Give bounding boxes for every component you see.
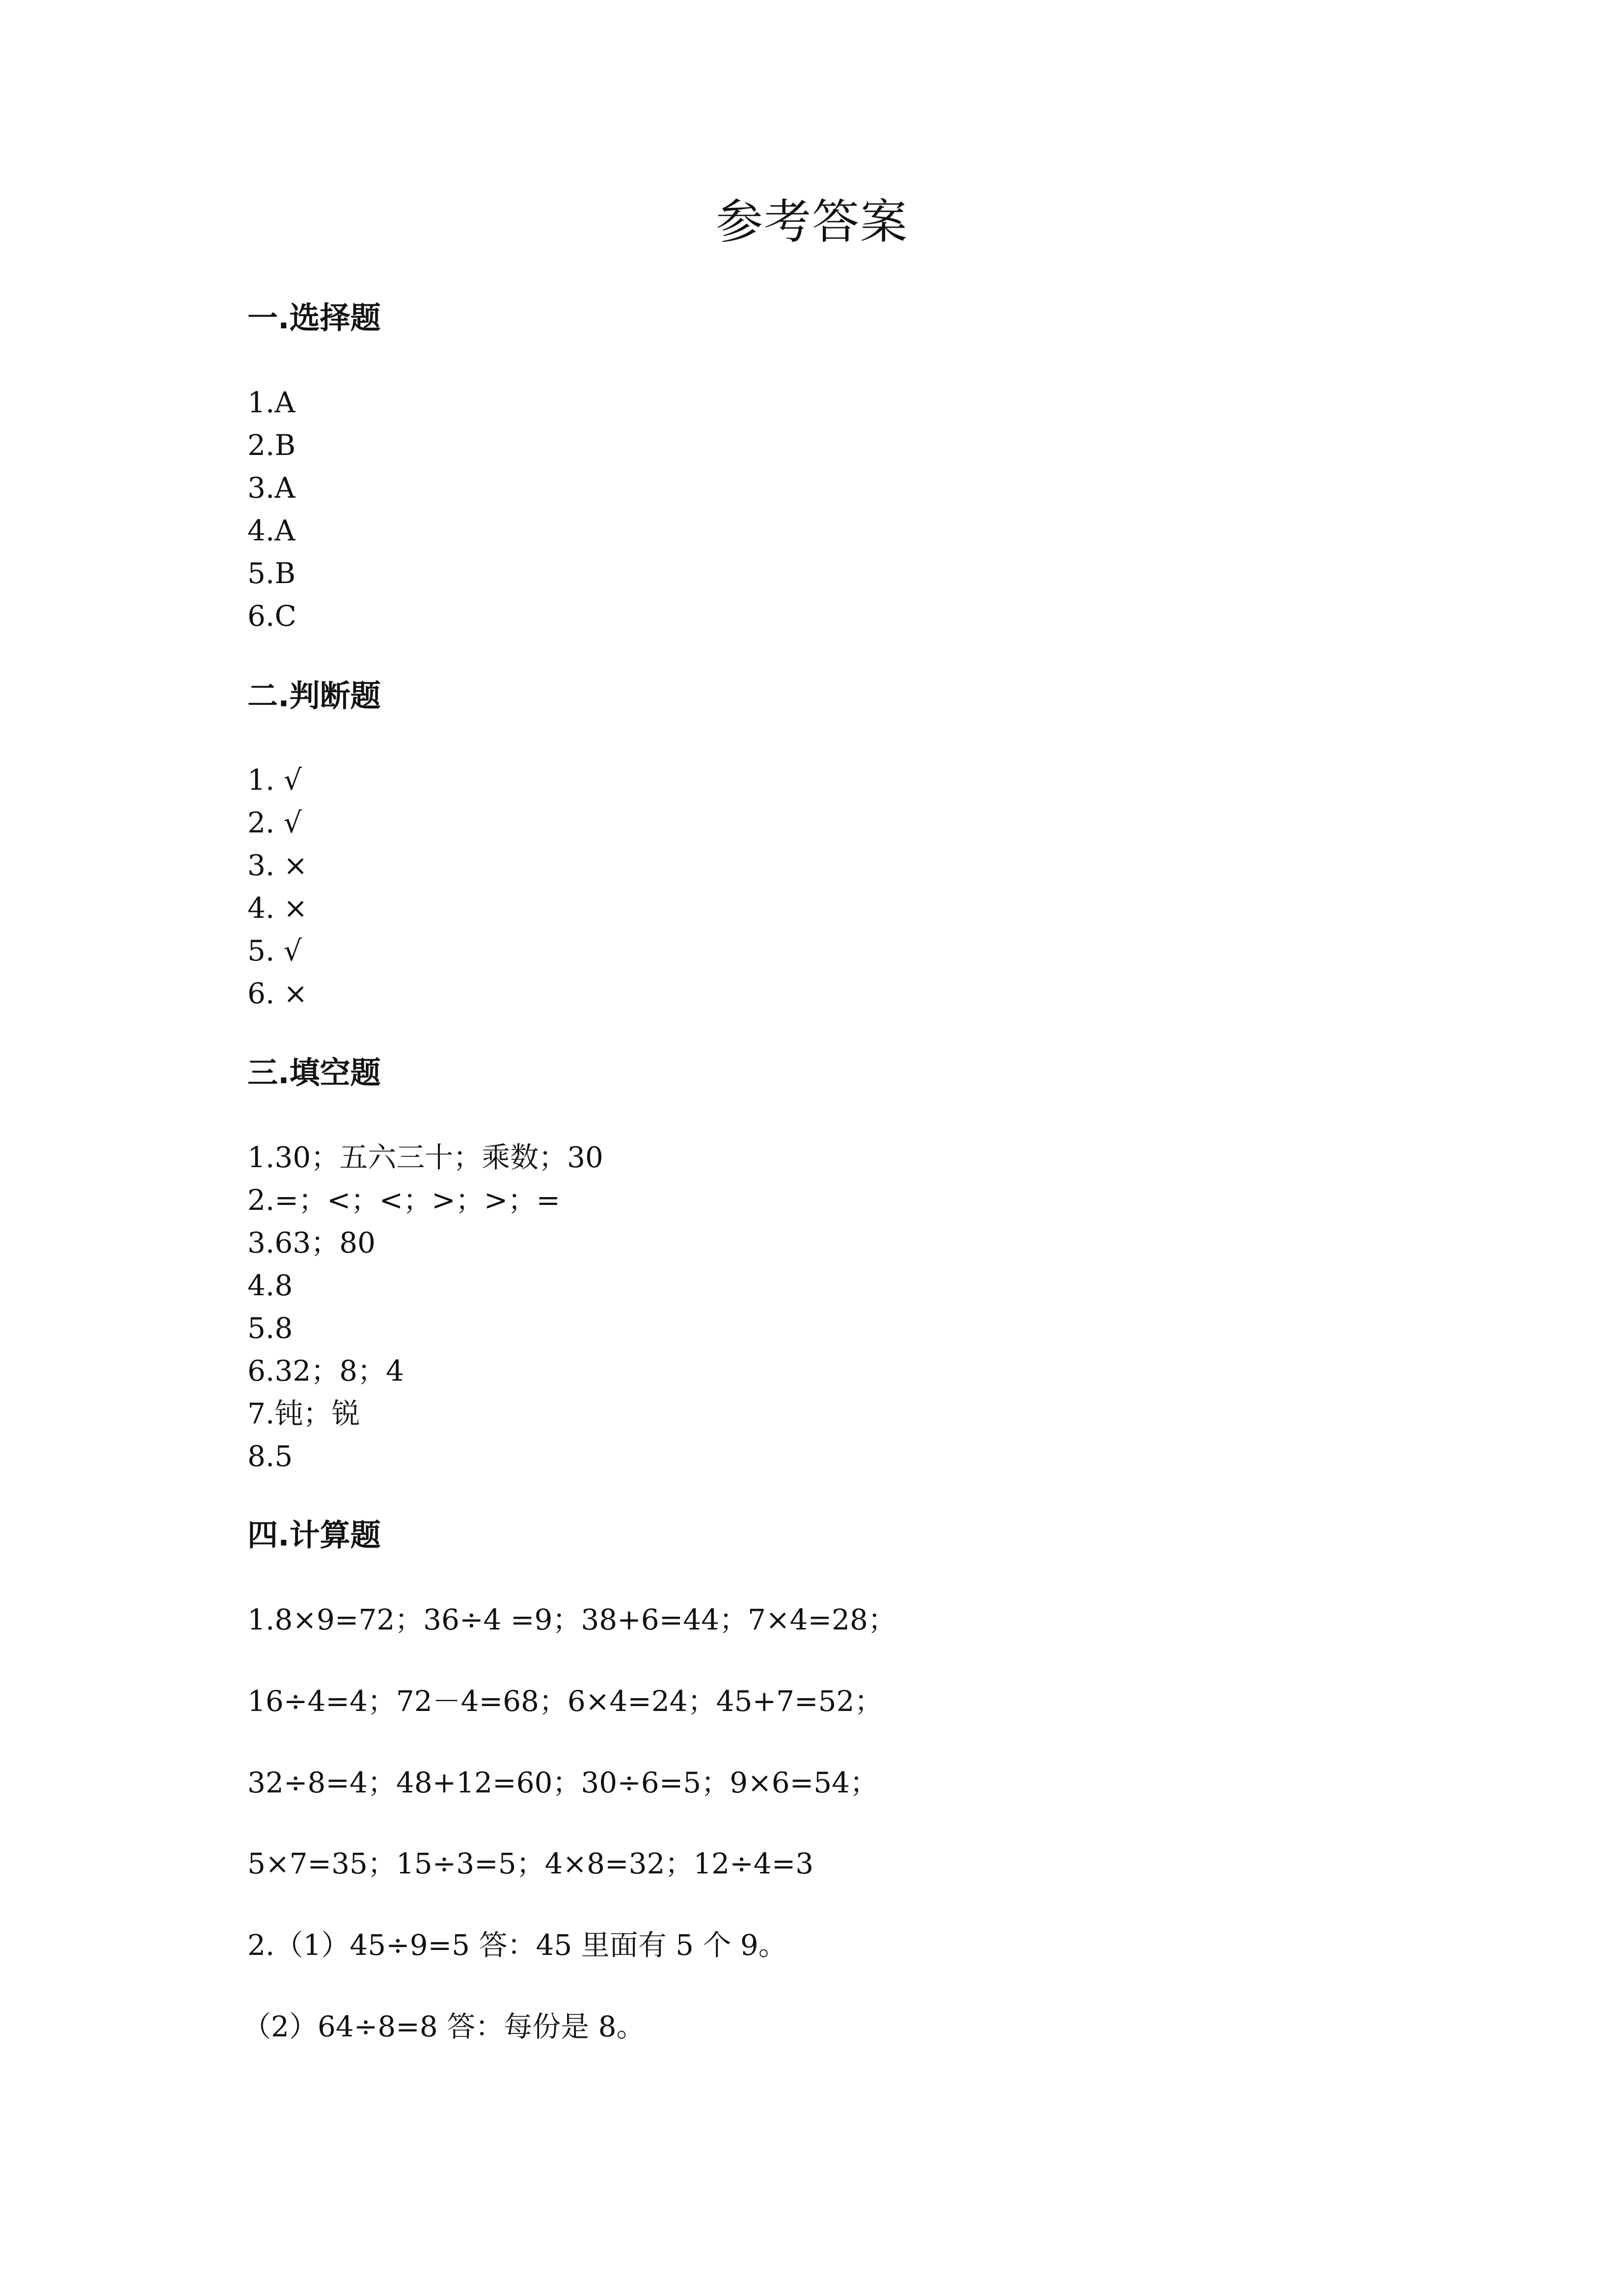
- answer-line: 6. ×: [247, 977, 308, 1010]
- answer-line: 5×7=35；15÷3=5；4×8=32；12÷4=3: [247, 1847, 814, 1880]
- answer-line: 2.=；<；<；>；>；=: [247, 1183, 560, 1217]
- answer-line: 4.A: [247, 514, 296, 547]
- answer-line: 5. √: [247, 934, 302, 967]
- answer-line: 5.B: [247, 557, 296, 590]
- answer-line: 4.8: [247, 1269, 293, 1302]
- answer-line: 2.（1）45÷9=5 答：45 里面有 5 个 9。: [247, 1928, 787, 1962]
- answer-line: 16÷4=4；72－4=68；6×4=24；45+7=52；: [247, 1684, 883, 1718]
- answer-line: 1.8×9=72；36÷4 =9；38+6=44；7×4=28；: [247, 1603, 896, 1636]
- answer-line: 4. ×: [247, 891, 308, 925]
- answer-line: 7.钝；锐: [247, 1397, 360, 1430]
- answer-line: 5.8: [247, 1311, 293, 1345]
- answer-line: 8.5: [247, 1440, 293, 1473]
- answer-line: 3. ×: [247, 849, 308, 882]
- section-heading-true-false: 二.判断题: [247, 678, 381, 714]
- section-heading-fill-in: 三.填空题: [247, 1055, 381, 1091]
- answer-line: 6.32；8；4: [247, 1354, 404, 1388]
- answer-line: （2）64÷8=8 答：每份是 8。: [243, 2010, 645, 2043]
- answer-line: 1.A: [247, 386, 296, 419]
- section-heading-calculation: 四.计算题: [247, 1517, 381, 1553]
- page-title: 参考答案: [716, 194, 908, 249]
- answer-line: 3.63；80: [247, 1226, 376, 1259]
- answer-line: 6.C: [247, 599, 297, 633]
- answer-line: 2. √: [247, 806, 302, 839]
- answer-line: 1.30；五六三十；乘数；30: [247, 1141, 603, 1174]
- answer-line: 32÷8=4；48+12=60；30÷6=5；9×6=54；: [247, 1766, 879, 1799]
- answer-line: 2.B: [247, 428, 296, 462]
- answer-line: 1. √: [247, 763, 302, 797]
- answer-line: 3.A: [247, 471, 296, 505]
- section-heading-multiple-choice: 一.选择题: [247, 300, 381, 336]
